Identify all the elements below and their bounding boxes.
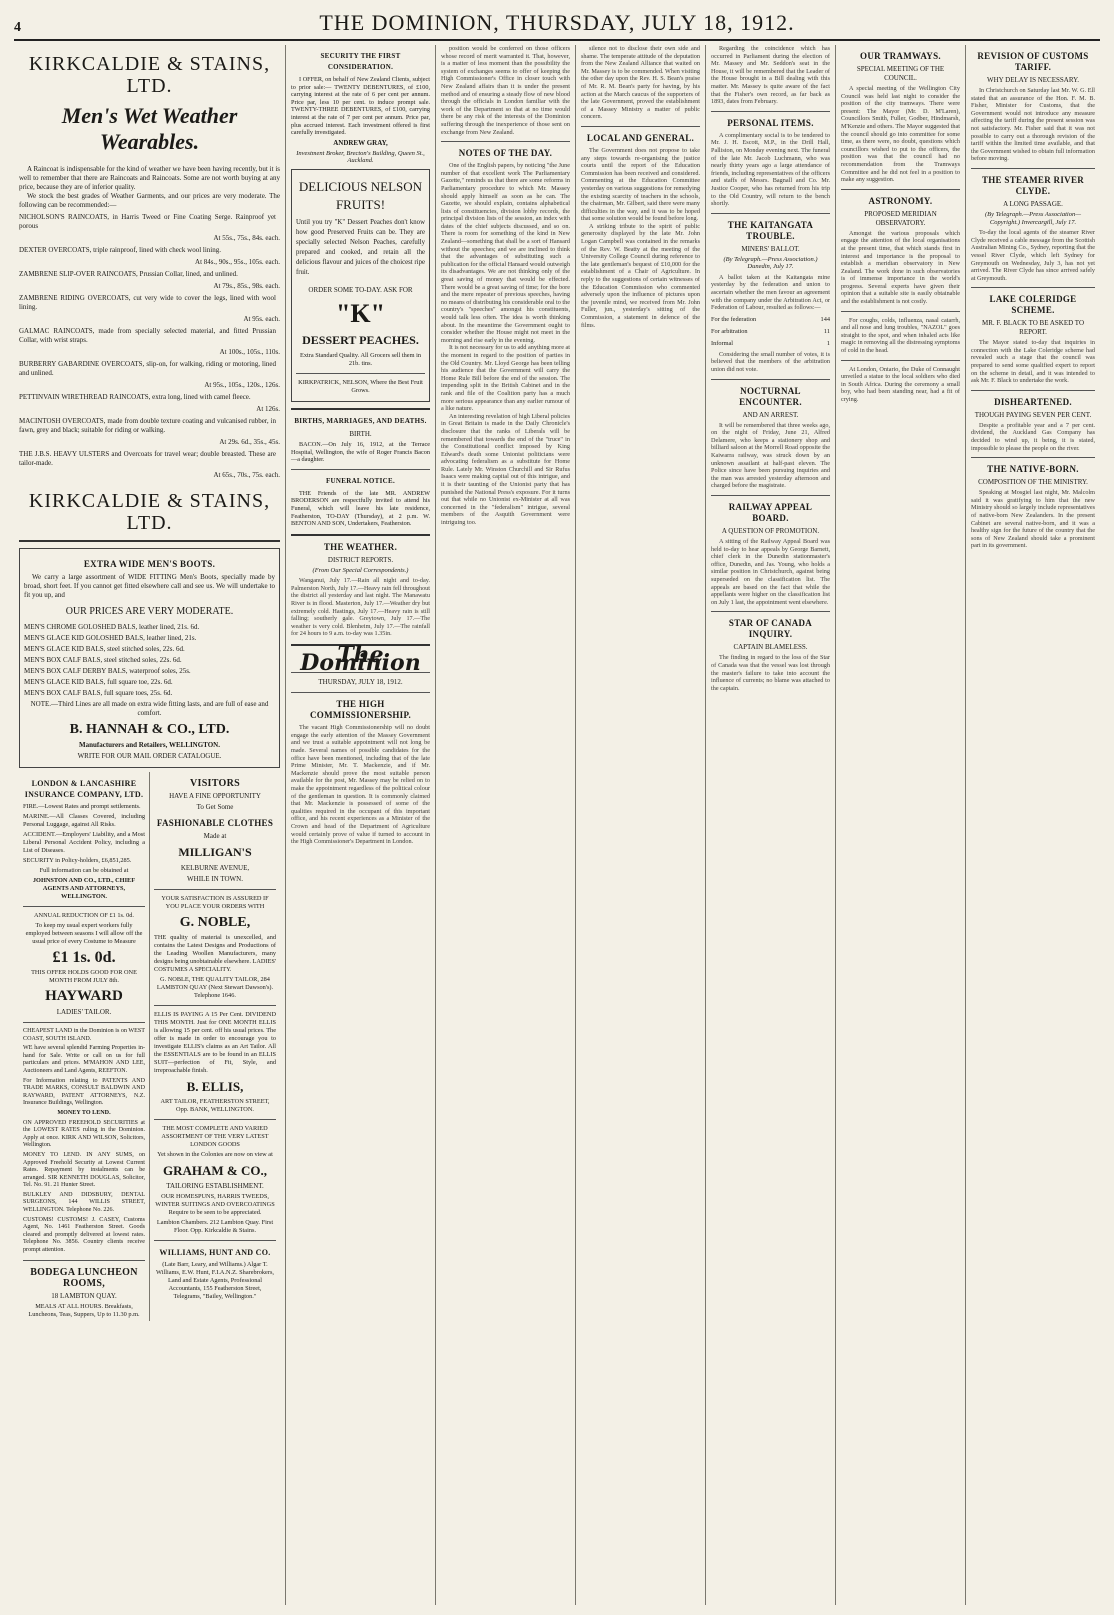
visitors-line: MILLIGAN'S: [178, 845, 252, 859]
small-ad: ON APPROVED FREEHOLD SECURITIES at the LOWEST RATES ruling in the Dominion. Apply at once. KIRK AND WILSON, Solicitors, Wellington.: [23, 1119, 145, 1149]
ellis-sub: ART TAILOR, FEATHERSTON STREET, Opp. BANK, WELLINGTON.: [160, 1098, 270, 1113]
railway-sub: A QUESTION OF PROMOTION.: [721, 526, 820, 535]
steamer-sub: A LONG PASSAGE.: [1003, 199, 1063, 208]
steamer-heading: THE STEAMER RIVER CLYDE.: [981, 174, 1085, 196]
weather-heading: THE WEATHER.: [323, 541, 398, 552]
graham-addr: Lambton Chambers. 212 Lambton Quay. First Floor. Opp. Kirkcaldie & Stains.: [156, 1219, 274, 1234]
visitors-line: KELBURNE AVENUE,: [180, 864, 250, 872]
list-item: MEN'S GLACE KID BALS, full square toe, 22s. 6d.: [24, 678, 173, 686]
visitors-line: FASHIONABLE CLOTHES: [156, 818, 274, 828]
kirkcaldie-footer: KIRKCALDIE & STAINS, LTD.: [28, 490, 271, 534]
bodega-address: 18 LAMBTON QUAY.: [51, 1291, 117, 1300]
kirkcaldie-intro2: We stock the best grades of Weather Garments, and our prices are very moderate. The following can be recommended:—: [19, 192, 280, 209]
ballot-row: For the federation 144: [711, 315, 830, 323]
col4-text: silence not to disclose their own side and shame. The temperate attitude of the deputation from the New Zealand Alliance that waited on Mr. Massey is to be commended. When visiting the other day upon the Rev. H. S. Bean's praise of Mr. R. M. Bean's party for having, by his action at the March caucus of the supporters of the late Government, proved the establishment of a Massey Ministry a matter of public concern.: [581, 45, 700, 121]
bodega-text: MEALS AT ALL HOURS. Breakfasts, Luncheons, Teas, Suppers, Up to 11.30 p.m.: [28, 1302, 140, 1318]
newspaper-title: THE DOMINION, THURSDAY, JULY 18, 1912.: [319, 10, 795, 35]
hayward-line: THIS OFFER HOLDS GOOD FOR ONE MONTH FROM JULY 8th.: [31, 969, 137, 984]
column-1: [14, 45, 286, 1605]
peaches-brand-sub: DESSERT PEACHES.: [302, 332, 419, 347]
personal-heading: PERSONAL ITEMS.: [727, 117, 814, 128]
list-item: Full information can be obtained at: [39, 867, 129, 874]
kaitangata-src: (By Telegraph.—Press Association.) Dunedin, July 17.: [723, 255, 818, 271]
list-item-price: At 29s. 6d., 35s., 45s.: [219, 438, 280, 446]
list-item: GALMAC RAINCOATS, made from specially selected material, and fitted Prussian Collar, with wrist straps.: [19, 327, 276, 344]
coleridge-text: The Mayor stated to-day that inquiries in connection with the Lake Coleridge scheme had revealed such a stage that the council was prepared to send some qualified expert to report on the scheme in detail, and it was intended to ask Mr. F. Black to undertake the work.: [971, 339, 1095, 385]
graham-sub: TAILORING ESTABLISHMENT.: [166, 1182, 264, 1190]
local-text-2: A striking tribute to the spirit of public generosity displayed by the late Mr. John Logan Campbell was contained in the remarks of the Rev. W. Beatty at the meeting of the University College Council during reference to the late gentleman's bequest of £10,000 for the establishment of a Chair of Agriculture. In reply to the suggestions of certain witnesses of the Education Commission who commented adversely upon the influence of pictures upon the juvenile mind, we received from Mr. John Fuller, jun., yesterday's sitting of the Commission, a statement in defence of the films.: [581, 222, 700, 329]
dominion-logo: The Dominion: [300, 642, 421, 676]
births-heading: BIRTHS, MARRIAGES, AND DEATHS.: [294, 416, 427, 425]
kirkcaldie-heading: KIRKCALDIE & STAINS, LTD.: [28, 53, 271, 97]
native-text: Speaking at Mosgiel last night, Mr. Malcolm said it was gratifying to him that the new Ministry should so largely include representatives of native-born New Zealanders. In the present Cabinet are several native-born, and it was a healthy sign for the future of the country that the sons of New Zealand should take a prominent part in its government.: [971, 489, 1095, 550]
list-item-price: At 55s., 75s., 84s. each.: [213, 234, 280, 242]
small-ad: MONEY TO LEND. IN ANY SUMS, on Approved Freehold Security at Lowest Current Rates. Repayment by instalments can be arranged. SIR KENNETH DOUGLAS, Solicitor, Tel. No. 91. 21 Hunter Street.: [23, 1151, 145, 1189]
bodega-heading: BODEGA LUNCHEON ROOMS,: [30, 1266, 138, 1289]
ballot-row: For arbitration 11: [711, 327, 830, 335]
graham-line: THE MOST COMPLETE AND VARIED ASSORTMENT OF THE VERY LATEST LONDON GOODS: [161, 1125, 269, 1148]
peaches-cta: ORDER SOME TO-DAY. ASK FOR: [308, 285, 413, 294]
list-item-price: At 126s.: [256, 405, 280, 413]
page-number: 4: [14, 20, 21, 35]
astronomy-sub: PROPOSED MERIDIAN OBSERVATORY.: [864, 209, 937, 227]
hayward-line: ANNUAL REDUCTION OF £1 1s. 0d.: [34, 912, 134, 919]
tramways-sub: SPECIAL MEETING OF THE COUNCIL.: [856, 65, 945, 82]
list-item: MEN'S BOX CALF DERBY BALS, waterproof soles, 25s.: [24, 667, 191, 675]
small-ad: BULKLEY AND DIDSBURY, DENTAL SURGEONS, 144 WILLIS STREET, WELLINGTON. Telephone No. 226.: [23, 1191, 145, 1214]
disheartened-text: Despite a profitable year and a 7 per cent. dividend, the Auckland Gas Company has decided to wind up, it being, it is stated, impossible to please the people on the river.: [971, 421, 1095, 452]
kirkcaldie-items: [19, 213, 280, 480]
ellis-text: ELLIS IS PAYING A 15 Per Cent. DIVIDEND THIS MONTH. Just for ONE MONTH ELLIS is allowing 15 per cent. off his usual prices. The offer is made in order to encourage you to investigate ELLIS's claims as an Art Tailor. All the ESSENTIALS are to be found in an ELLIS SUIT—perfection of Fit, Style, and irreproachable finish.: [154, 1011, 276, 1074]
weather-sub2: (From Our Special Correspondents.): [312, 566, 409, 574]
williams-name: WILLIAMS, HUNT AND CO.: [159, 1248, 271, 1257]
nocturnal-sub: AND AN ARREST.: [742, 410, 799, 419]
weather-text: Wanganui, July 17.—Rain all night and to-day. Palmerston North, July 17.—Heavy rain fell throughout the district all yesterday and last night. The Manawatu River is in flood. Masterton, July 17.—Weather dry but extremely cold. Hastings, July 17.—Heavy rain is still falling; southerly gale. Greytown, July 17.—The weather is very cold. Blenheim, July 17.—The rainfall for 24 hours to 9 a.m. to-day was 1.35in.: [291, 577, 430, 638]
graham-extra: OUR HOMESPUNS, HARRIS TWEEDS, WINTER SUITINGS AND OVERCOATINGS Require to be seen to be appreciated.: [155, 1193, 275, 1216]
security-heading: SECURITY THE FIRST CONSIDERATION.: [320, 52, 401, 71]
list-item: MARINE.—All Classes Covered, including Personal Luggage, against All Risks.: [23, 813, 145, 828]
local-heading: LOCAL AND GENERAL.: [586, 132, 695, 143]
boots-firm-cta: WRITE FOR OUR MAIL ORDER CATALOGUE.: [77, 752, 222, 760]
small-ad: CHEAPEST LAND in the Dominion is on WEST COAST, SOUTH ISLAND.: [23, 1028, 145, 1042]
high-comm-heading: THE HIGH COMMISSIONERSHIP.: [309, 699, 412, 721]
list-item: DEXTER OVERCOATS, triple rainproof, lined with check wool lining.: [19, 246, 221, 254]
column-3: [436, 45, 576, 1605]
kirkcaldie-intro: A Raincoat is indispensable for the kind of weather we have been having recently, but it is well to remember that there are Raincoats and Raincoats. Some are not worth buying at any price, because they are of inferior quality.: [19, 165, 280, 191]
nocturnal-heading: NOCTURNAL ENCOUNTER.: [739, 385, 802, 407]
visitors-line: HAVE A FINE OPPORTUNITY: [169, 792, 261, 800]
hayward-name: HAYWARD: [45, 988, 123, 1004]
list-item: PETTINVAIN WIRETHREAD RAINCOATS, extra long, lined with camel fleece.: [19, 393, 251, 401]
tramways-heading: OUR TRAMWAYS.: [860, 51, 941, 61]
list-item: ACCIDENT.—Employers' Liability, and a Most Liberal Personal Accident Policy, including a List of Diseases.: [23, 831, 145, 854]
star-text: The finding in regard to the loss of the Star of Canada was that the vessel was lost through the master's failure to take into account the influence of currents; no blame was attached to the captain.: [711, 654, 830, 692]
security-text: I OFFER, on behalf of New Zealand Clients, subject to prior sale:— TWENTY DEBENTURES, of £100, carrying interest at the rate of 6 per cent per annum. Price par, less 10 per cent. to induce prompt sale. TWENTY-THREE DEBENTURES, of £100, carrying interest at the rate of 7 per cent per annum. Price par, plus accrued interest. Each investment offered is first carefully investigated.: [291, 76, 430, 137]
disheartened-sub: THOUGH PAYING SEVEN PER CENT.: [974, 410, 1092, 419]
customs-heading: REVISION OF CUSTOMS TARIFF.: [977, 51, 1089, 72]
dominion-date: THURSDAY, JULY 18, 1912.: [318, 678, 403, 687]
list-item-price: At 79s., 85s., 98s. each.: [213, 282, 280, 290]
boots-note: NOTE.—Third Lines are all made on extra wide fitting lasts, and are full of ease and comfort.: [30, 700, 269, 717]
list-item: MEN'S GLACE KID GOLOSHED BALS, leather lined, 21s.: [24, 634, 197, 642]
masthead: [14, 6, 1100, 41]
hayward-price: £1 1s. 0d.: [52, 949, 116, 966]
canada-text: At London, Ontario, the Duke of Connaught unveiled a statue to the local soldiers who died in South Africa. During the ceremony a small boy, who had been standing near, had a fit of crying.: [841, 365, 960, 403]
list-item: SECURITY in Policy-holders, £6,851,285.: [23, 857, 132, 864]
boots-firm-sub: Manufacturers and Retailers, WELLINGTON.: [79, 741, 220, 749]
funeral-heading: FUNERAL NOTICE.: [325, 476, 396, 485]
notes-heading: NOTES OF THE DAY.: [458, 148, 553, 159]
kaitangata-text: A ballot taken at the Kaitangata mine yesterday by the federation and union to ascertain whether the men favour an agreement with the company under the Arbitration Act, or Federation of Labour, resulted as follows:—: [711, 273, 830, 312]
kaitangata-text-2: Considering the small number of votes, it is believed that the members of the arbitration union did not vote.: [711, 350, 830, 374]
local-text: The Government does not propose to take any steps towards re-organising the justice courts until the report of the Education Commission has been received and considered. Commenting at the Education Committee yesterday on various suggestions for remedying the existing scarcity of teachers in the schools, the chairman, Mr. Gilbert, said there were many difficulties in the way, and it was to be hoped that some solution would be found before long.: [581, 146, 700, 223]
ellis-name: B. ELLIS,: [186, 1079, 244, 1094]
column-2: [286, 45, 436, 1605]
list-item: ZAMBRENE SLIP-OVER RAINCOATS, Prussian Collar, lined, and unlined.: [19, 270, 238, 278]
ballot-row: Informal 1: [711, 339, 830, 347]
list-item-price: At 100s., 105s., 110s.: [219, 348, 280, 356]
graham-name: GRAHAM & CO.,: [163, 1163, 267, 1178]
customs-text: In Christchurch on Saturday last Mr. W. G. Ell stated that an assurance of the Hon. F. M. B. Fisher, Minister for Customs, that the Government would not introduce any measure affecting the tariff during the present session was not satisfactory. Mr. Fisher said that it was not possible to carry out a thorough revision of the tariff within the limited time available, and that the Government wished to obtain full information before moving.: [971, 87, 1095, 163]
steamer-text: To-day the local agents of the steamer River Clyde received a cable message from the Scottish Australian Mining Co., Sydney, reporting that the vessel River Clyde, which left Sydney for Greymouth on Wednesday, July 3, has not yet arrived. The River Clyde has since arrived safely at Greymouth.: [971, 229, 1095, 282]
list-item-price: At 95s. each.: [243, 315, 280, 323]
railway-heading: RAILWAY APPEAL BOARD.: [728, 501, 813, 523]
small-ad: WE have several splendid Farming Properties in-hand for Sale. Write or call on us for full particulars and prices. M'MAHON AND LEE, Auctioneers and Land Agents, REEFTON.: [23, 1045, 145, 1074]
list-item: NICHOLSON'S RAINCOATS, in Harris Tweed or Fine Coating Serge. Rainproof yet porous: [19, 213, 276, 230]
column-6: [836, 45, 966, 1605]
hayward-sub: LADIES' TAILOR.: [56, 1008, 112, 1016]
births-sub: BIRTH.: [349, 429, 372, 438]
list-item-price: At 65s., 70s., 75s. each.: [213, 471, 280, 479]
railway-text: A sitting of the Railway Appeal Board was held to-day to hear appeals by George Barnett, chief clerk in the Dunedin stationmaster's office, Dunedin, and Jas. Young, who holds a similar position in Christchurch, against being superseded on the classification list. The appeals are based on the fact that while the appellants were higher on the classification list on July 1 last, the appointment went elsewhere.: [711, 537, 830, 606]
visitors-line: WHILE IN TOWN.: [187, 875, 243, 883]
noble-text: THE quality of material is unexcelled, and contains the Latest Designs and Productions of the Leading Woollen Manufacturers, many designs being unobtainable elsewhere. LADIES' COSTUMES A SPECIALITY.: [154, 934, 276, 973]
native-heading: THE NATIVE-BORN.: [987, 464, 1079, 475]
noble-footer: G. NOBLE, THE QUALITY TAILOR, 284 LAMBTON QUAY (Next Stewart Dawson's). Telephone 1646.: [156, 976, 274, 999]
small-ad: CUSTOMS! CUSTOMS! J. CASEY, Customs Agent, No. 1461 Featherston Street. Goods cleared and promptly delivered at lowest rates. Telephone No. 3856. Country clients receive prompt attention.: [23, 1216, 145, 1254]
boots-firm: B. HANNAH & CO., LTD.: [69, 722, 230, 737]
graham-line: Yet shown in the Colonies are now on view at: [157, 1151, 273, 1158]
noble-name: G. NOBLE,: [179, 915, 251, 930]
visitors-line: Made at: [203, 832, 227, 840]
list-item: FIRE.—Lowest Rates and prompt settlements.: [23, 803, 141, 810]
customs-sub: WHY DELAY IS NECESSARY.: [986, 76, 1080, 84]
list-item-price: At 84s., 90s., 95s., 105s. each.: [195, 258, 280, 266]
weather-sub: DISTRICT REPORTS.: [327, 555, 394, 564]
list-item: ZAMBRENE RIDING OVERCOATS, cut very wide to cover the legs, lined with wool lining.: [19, 294, 276, 311]
peaches-heading: DELICIOUS NELSON FRUITS!: [298, 178, 423, 212]
noble-tag: YOUR SATISFACTION IS ASSURED IF YOU PLACE YOUR ORDERS WITH: [161, 895, 269, 910]
high-comm-text: The vacant High Commissionership will no doubt engage the early attention of the Massey Government and we trust a suitable appointment will not long be made. Several names of possible candidates for the office have been mentioned, including that of the late Prime Minister, Mr. T. Mackenzie, and if Mr. Mackenzie should prove the most suitable person available for the post, Mr. Massey may be relied on to make the appointment regardless of the political colour of the gentleman in question. It is commonly claimed that Mr. Mackenzie is possessed of some of the qualities required in the occupant of this important office, and his recent experiences as a Minister of the Crown and head of the Department of Agriculture would certainly prove of value if turned to account in the High Commissioner's Department in London.: [291, 724, 430, 846]
visitors-line: To Get Some: [196, 803, 234, 811]
list-item: JOHNSTON AND CO., LTD., CHIEF AGENTS AND ATTORNEYS, WELLINGTON.: [32, 877, 136, 900]
security-name: ANDREW GRAY,: [333, 138, 388, 147]
personal-text: A complimentary social is to be tendered to Mr. J. H. Escott, M.P., in the Drill Hall, Palliston, on Monday evening next. The funeral of the late Mr. Jacob Luchmann, who was nearly thirty years ago a large attendance of friends, including representatives of the officers and staffs of Messrs. Bagnall and Co. Mr. Justice Cooper, who has returned from his trip to the Old Country, will return to the bench shortly.: [711, 131, 830, 208]
peaches-note: Extra Standard Quality. All Grocers sell them in 21b. tins.: [300, 351, 421, 367]
coleridge-heading: LAKE COLERIDGE SCHEME.: [989, 294, 1077, 316]
nazol-text: For coughs, colds, influenza, nasal catarrh, and all nose and lung troubles, "NAZOL" goes straight to the spot, and when inhaled acts like magic in removing all the distressing symptoms of cold in the head.: [841, 316, 960, 355]
kaitangata-sub: MINERS' BALLOT.: [741, 244, 800, 253]
peaches-brand: "K": [335, 298, 386, 328]
boots-ad: [19, 548, 280, 768]
astronomy-text: Amongst the various proposals which engage the attention of the local organisations at the present time, that which stands first in interest and importance is the proposal to establish a meridian observatory in New Zealand. The work done in such observatories is of immense importance in the world's progress. Several experts have given their opinion that a suitable site is easily obtainable and the establishment is not costly.: [841, 229, 960, 306]
native-sub: COMPOSITION OF THE MINISTRY.: [978, 478, 1088, 487]
insurance-heading: LONDON & LANCASHIRE INSURANCE COMPANY, LTD.: [24, 779, 144, 799]
col3-text: position would be conferred on those officers whose record of merit warranted it. That, however, is a matter of less moment than the possibility the system of exchanges seems to offer of keeping the High Commissioner's Office in closer touch with New Zealand affairs than it is under the present method and of ensuring a steady flow of new blood through the officials in London familiar with the work of the Department so that at no time would there be any risk of the interests of the Dominion suffering through the inexperience of those sent on exchange from New Zealand.: [441, 45, 570, 136]
list-item-price: At 95s., 105s., 120s., 126s.: [204, 381, 280, 389]
boots-heading: EXTRA WIDE MEN'S BOOTS.: [83, 559, 216, 569]
hayward-line: To keep my usual expert workers fully employed between seasons I will allow off the usual price of every Costume to Measure: [25, 922, 143, 945]
williams-text: (Late Barr, Leary, and Williams.) Algar T. Williams, E.W. Hunt, F.I.A.N.Z. Sharebrokers, Land and Estate Agents, Professional Accountants, 155 Featherston Street, Telegrams, "Bailey, Wellington.": [156, 1261, 274, 1300]
list-item: MEN'S CHROME GOLOSHED BALS, leather lined, 21s. 6d.: [24, 623, 200, 631]
tramways-text: A special meeting of the Wellington City Council was held last night to consider the position of the city tramways. There were present: The Mayor (Mr. D. M'Laren), Councillors Smith, Fuller, Godber, Hindmarsh, M'Kenzie and others. The Mayor suggested that the council should go into committee for some time, as there were, no doubt, questions which councillors wished to put to the officers, the position was that the council had no recommendation from the Tramways Committee and he did not feel in a position to make any suggestion.: [841, 85, 960, 184]
kirkcaldie-script-title: Men's Wet Weather Wearables.: [61, 103, 238, 154]
visitors-heading: VISITORS: [189, 778, 241, 789]
peaches-ad: [291, 169, 430, 402]
peaches-text: Until you try "K" Dessert Peaches don't know how good Preserved Fruits can be. They are specially selected Nelson Peaches, carefully prepared and cooked, and retain all the delicious flavour and juices of the choicest ripe fruit.: [296, 218, 425, 276]
births-text: BACON.—On July 16, 1912, at the Terrace Hospital, Wellington, the wife of Roger Francis Bacon—a daughter.: [291, 440, 430, 464]
funeral-text: THE Friends of the late MR. ANDREW BRODERSON are respectfully invited to attend his Funeral, which will leave his late residence, Featherston, TO-DAY (Thursday), at 2 p.m. W. BENTON AND SON, Undertakers, Featherston.: [291, 489, 430, 528]
column-7: [966, 45, 1100, 1605]
boots-intro: We carry a large assortment of WIDE FITTING Men's Boots, specially made by broad, short feet. If you cannot get fitted elsewhere call and see us. We will undertake to fit you up, and: [24, 573, 275, 599]
astronomy-heading: ASTRONOMY.: [868, 195, 933, 206]
list-item: MEN'S BOX CALF BALS, steel stitched soles, 22s. 6d.: [24, 656, 182, 664]
list-item: THE J.B.S. HEAVY ULSTERS and Overcoats for travel wear; double breasted. These are tailor-made.: [19, 450, 276, 467]
col5-text: Regarding the coincidence which has occurred in Parliament during the election of Mr. Massey and Mr. Seddon's seat in the House, it will be remembered that the Leader of the House brought in a Bill dealing with this matter. Mr. Massey is quite aware of the fact that the Fisher's own record, as far back as 1893, dates from February.: [711, 45, 830, 106]
steamer-src: (By Telegraph.—Press Association—Copyright.) Invercargill, July 17.: [985, 210, 1081, 226]
disheartened-heading: DISHEARTENED.: [994, 396, 1072, 407]
peaches-maker: KIRKPATRICK, NELSON, Where the Best Fruit Grows.: [298, 378, 423, 394]
star-heading: STAR OF CANADA INQUIRY.: [728, 618, 813, 640]
col3-text-low: An interesting revelation of high Liberal policies in Great Britain is made in the Daily Chronicle's disclosure that the ranks of Liberals will be remembered that towards the end of the "truce" in the Constitutional conflict imposed by King Edward's death some Unionist politicians were advocating federalism as a substitute for Home Rule. Lately Mr. Winston Churchill and Sir Rufus Isaacs were making capital out of this intrigue, and it is their taunting of the Unionist party that has punished the National Press's exposure. For it turns out that while no Unionist ex-Minister at all was concerned in the "federalism" intrigue, several members of the Asquith Government were intriguing too.: [441, 412, 570, 527]
list-item: MEN'S BOX CALF BALS, full square toes, 25s. 6d.: [24, 689, 173, 697]
column-5: [706, 45, 836, 1605]
list-item: BURBERRY GABARDINE OVERCOATS, slip-on, for walking, riding or motoring, lined and unlined.: [19, 360, 276, 377]
security-addr: Investment Broker, Brecton's Building, Queen St., Auckland.: [296, 149, 425, 165]
coleridge-sub: MR. F. BLACK TO BE ASKED TO REPORT.: [982, 319, 1084, 337]
kaitangata-heading: THE KAITANGATA TROUBLE.: [727, 219, 814, 241]
star-sub: CAPTAIN BLAMELESS.: [733, 643, 808, 652]
small-ad: For Information relating to PATENTS AND TRADE MARKS, CONSULT BALDWIN AND RAYWARD, PATENT ATTORNEYS, N.Z. Insurance Buildings, Wellington.: [23, 1077, 145, 1107]
notes-text: One of the English papers, by noticing "the June number of that excellent work The Parliamentary Gazette," reminds us that there are some reforms in Parliamentary procedure to which Mr. Massey should apply himself as soon as he can. The Gazette, we should explain, contains alphabetical lists of constituencies, division lobby records, the principal division lists of the session, an index with dates of the chief subjects discussed, and so on. There is room for something of the kind in New Zealand—something that shall be a sort of Hansard without the speeches; and we are inclined to think that the advantages of substituting such a publication for the official Hansard would outweigh its disadvantages. We are not thinking only of the great saving of money that would be effected. There would be a great saving of time; for the bore and the mere repeater of previous speeches, having no means of distributing his considerable oral to the country's "speeches" amongst his constituents, would talk less often. The idea is worth thinking about. In the meantime the Government ought to consider whether the House might not meet in the morning and rise early in the evening.: [441, 162, 570, 344]
small-ad: MONEY TO LEND.: [57, 1109, 111, 1116]
nocturnal-text: It will be remembered that three weeks ago, on the night of Friday, June 21, Alfred Delamere, who keeps a stationery shop and billiard saloon at the Morrell Road opposite the Kaiwarra railway, was struck down by an unknown assailant at half-past eleven. The Police since have been pursuing inquiries and the man was arrested yesterday afternoon and charged before the magistrate.: [711, 421, 830, 490]
list-item: MEN'S GLACE KID BALS, steel stitched soles, 22s. 6d.: [24, 645, 185, 653]
boots-prices-heading: OUR PRICES ARE VERY MODERATE.: [65, 606, 234, 617]
list-item: MACINTOSH OVERCOATS, made from double texture coating and vulcanised rubber, in fawn, grey and black; suitable for riding or walking.: [19, 417, 276, 434]
col3-text-mid: It is not necessary for us to add anything more at the moment in regard to the position of parties in the Old Country. Mr. Lloyd George has been telling his audience that the Government will carry the Home Rule Bill before the end of the session. The impending split in the British Cabinet and in the rank and file of the Coalition party has a much more serious appearance than any earlier rumour of a like nature.: [441, 344, 570, 413]
column-4: [576, 45, 706, 1605]
